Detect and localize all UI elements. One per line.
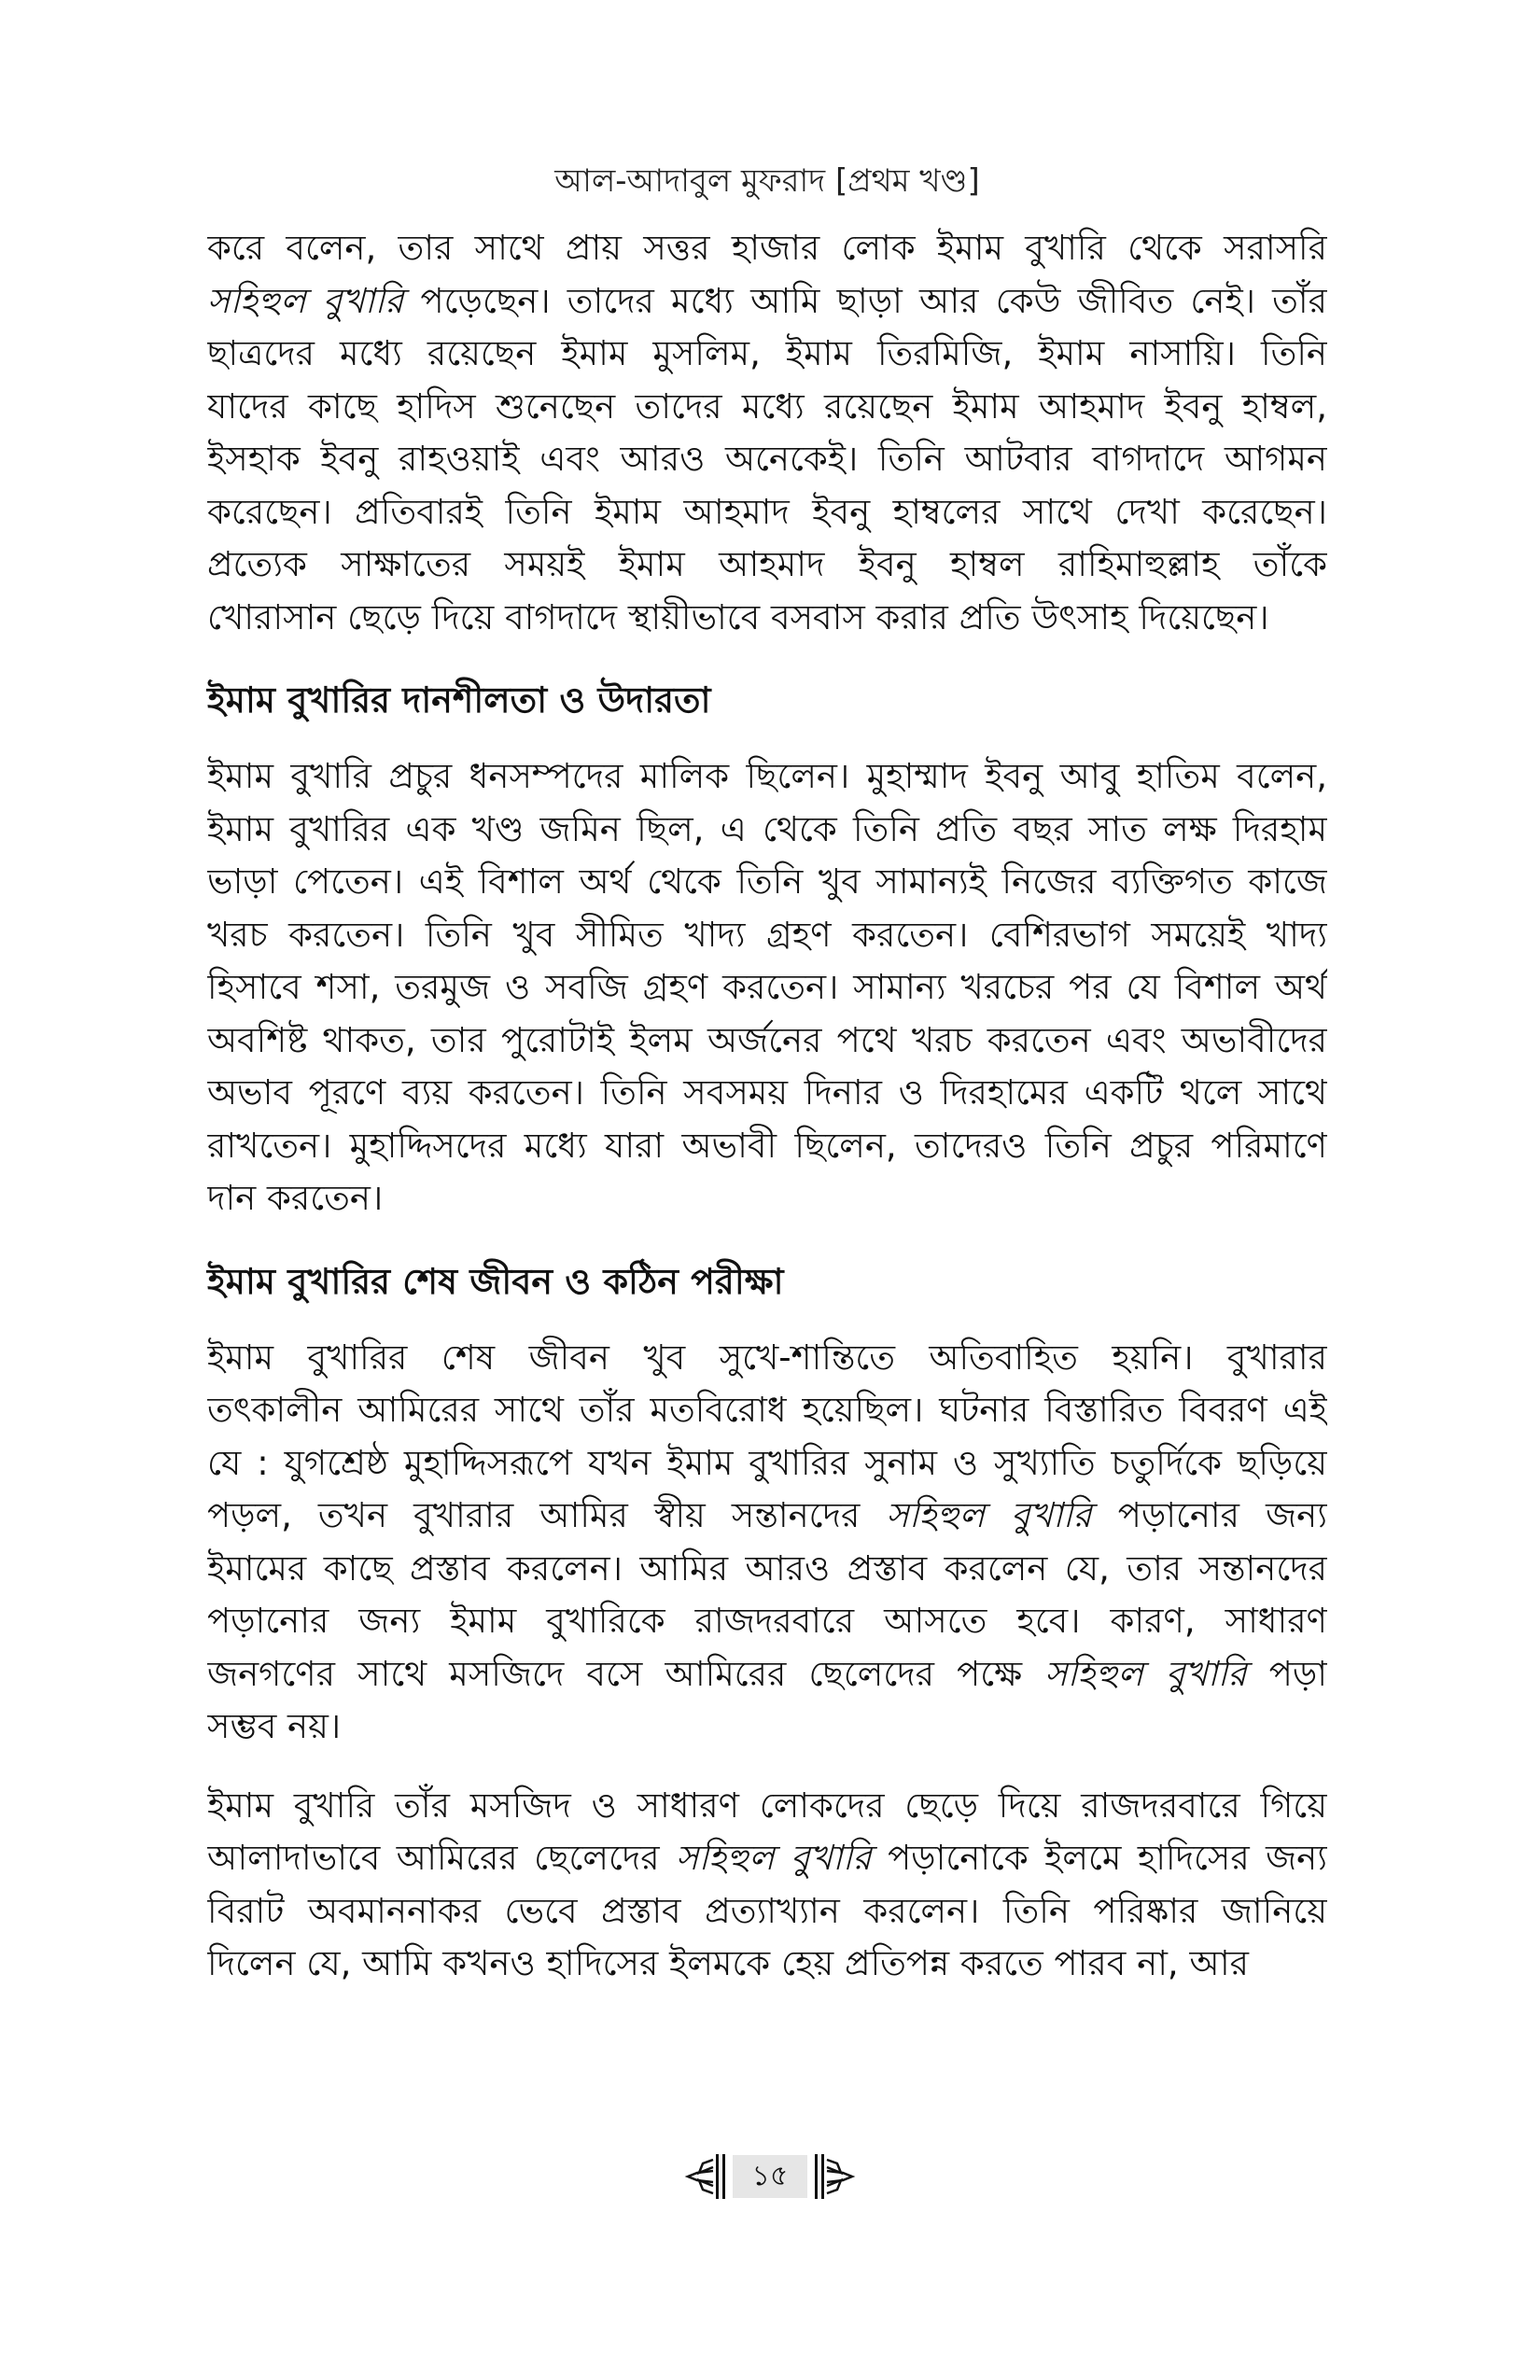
- text-line: [207, 1701, 1327, 1754]
- text-line: [207, 1885, 1327, 1939]
- text-line: [207, 222, 1327, 275]
- text-line: [207, 856, 1327, 909]
- text-line: [207, 275, 1327, 329]
- text-segment: পড়েছেন। তাদের মধ্যে আমি ছাড়া আর কেউ জীবিত নেই। তাঁর: [403, 280, 1327, 321]
- right-flower-ornament-icon: [826, 2154, 856, 2199]
- text-segment: পড়ানোর জন্য: [1091, 1495, 1327, 1535]
- text-segment: পড়ানোকে ইলমে হাদিসের জন্য: [871, 1838, 1327, 1878]
- text-line: [207, 1543, 1327, 1596]
- text-segment: পড়া: [1246, 1653, 1327, 1694]
- text-line: [207, 1938, 1327, 1991]
- italic-book-title: সহিহুল বুখারি: [676, 1838, 872, 1878]
- text-segment: তৎকালীন আমিরের সাথে তাঁর মতবিরোধ হয়েছিল। ঘটনার বিস্তারিত বিবরণ এই: [207, 1390, 1327, 1430]
- text-segment: ইমাম বুখারির এক খণ্ড জমিন ছিল, এ থেকে তিনি প্রতি বছর সাত লক্ষ দিরহাম: [207, 808, 1327, 849]
- running-head: আল-আদাবুল মুফরাদ [প্রথম খণ্ড]: [554, 162, 980, 200]
- paragraph: [207, 1332, 1327, 1754]
- text-segment: করেছেন। প্রতিবারই তিনি ইমাম আহমাদ ইবনু হাম্বলের সাথে দেখা করেছেন।: [207, 491, 1327, 532]
- text-line: [207, 1595, 1327, 1648]
- text-line: [207, 750, 1327, 804]
- right-double-bar-icon: [813, 2154, 826, 2199]
- text-segment: খোরাসান ছেড়ে দিয়ে বাগদাদে স্থায়ীভাবে বসবাস করার প্রতি উৎসাহ দিয়েছেন।: [207, 596, 1269, 637]
- text-segment: দিলেন যে, আমি কখনও হাদিসের ইলমকে হেয় প্রতিপন্ন করতে পারব না, আর: [207, 1943, 1249, 1983]
- text-line: [207, 1067, 1327, 1120]
- paragraph: [207, 750, 1327, 1225]
- text-line: [207, 328, 1327, 381]
- page-number: ১৫: [733, 2155, 807, 2198]
- text-segment: অভাব পূরণে ব্যয় করতেন। তিনি সবসময় দিনার ও দিরহামের একটি থলে সাথে: [207, 1072, 1327, 1113]
- text-line: [207, 1490, 1327, 1543]
- text-line: [207, 486, 1327, 539]
- text-segment: যাদের কাছে হাদিস শুনেছেন তাদের মধ্যে রয়েছেন ইমাম আহমাদ ইবনু হাম্বল,: [207, 385, 1327, 427]
- text-segment: করে বলেন, তার সাথে প্রায় সত্তর হাজার লোক ইমাম বুখারি থেকে সরাসরি: [207, 228, 1327, 268]
- text-segment: দান করতেন।: [207, 1178, 384, 1218]
- text-line: [207, 1832, 1327, 1885]
- text-segment: খরচ করতেন। তিনি খুব সীমিত খাদ্য গ্রহণ করতেন। বেশিরভাগ সময়েই খাদ্য: [207, 914, 1327, 955]
- text-line: [207, 1015, 1327, 1068]
- text-segment: প্রত্যেক সাক্ষাতের সময়ই ইমাম আহমাদ ইবনু হাম্বল রাহিমাহুল্লাহ তাঁকে: [207, 544, 1327, 584]
- text-segment: ভাড়া পেতেন। এই বিশাল অর্থ থেকে তিনি খুব সামান্যই নিজের ব্যক্তিগত কাজে: [207, 861, 1327, 902]
- text-line: [207, 961, 1327, 1015]
- text-line: [207, 539, 1327, 592]
- text-segment: ইমাম বুখারি তাঁর মসজিদ ও সাধারণ লোকদের ছেড়ে দিয়ে রাজদরবারে গিয়ে: [207, 1785, 1327, 1826]
- text-line: [207, 1172, 1327, 1225]
- text-segment: ইমাম বুখারির শেষ জীবন খুব সুখে-শান্তিতে অতিবাহিত হয়নি। বুখারার: [207, 1337, 1327, 1378]
- body-text: [207, 222, 1327, 1991]
- text-line: [207, 1437, 1327, 1491]
- text-segment: ইমাম বুখারি প্রচুর ধনসম্পদের মালিক ছিলেন। মুহাম্মাদ ইবনু আবু হাতিম বলেন,: [207, 756, 1327, 796]
- italic-book-title: সহিহুল বুখারি: [1044, 1653, 1247, 1694]
- text-segment: ছাত্রদের মধ্যে রয়েছেন ইমাম মুসলিম, ইমাম তিরমিজি, ইমাম নাসায়ি। তিনি: [207, 333, 1327, 373]
- text-line: [207, 804, 1327, 857]
- text-segment: বিরাট অবমাননাকর ভেবে প্রস্তাব প্রত্যাখ্যান করলেন। তিনি পরিষ্কার জানিয়ে: [207, 1890, 1327, 1931]
- italic-book-title: সহিহুল বুখারি: [886, 1495, 1092, 1535]
- text-segment: যে : যুগশ্রেষ্ঠ মুহাদ্দিসরূপে যখন ইমাম বুখারির সুনাম ও সুখ্যাতি চতুর্দিকে ছড়িয়ে: [207, 1442, 1327, 1483]
- text-segment: সম্ভব নয়।: [207, 1706, 342, 1746]
- text-segment: হিসাবে শসা, তরমুজ ও সবজি গ্রহণ করতেন। সামান্য খরচের পর যে বিশাল অর্থ: [207, 967, 1327, 1007]
- text-segment: ইমামের কাছে প্রস্তাব করলেন। আমির আরও প্রস্তাব করলেন যে, তার সন্তানদের: [207, 1547, 1327, 1589]
- text-segment: রাখতেন। মুহাদ্দিসদের মধ্যে যারা অভাবী ছিলেন, তাদেরও তিনি প্রচুর পরিমাণে: [207, 1125, 1327, 1166]
- page-folio: [0, 2149, 1540, 2205]
- text-segment: পড়ানোর জন্য ইমাম বুখারিকে রাজদরবারে আসতে হবে। কারণ, সাধারণ: [207, 1601, 1327, 1641]
- text-segment: জনগণের সাথে মসজিদে বসে আমিরের ছেলেদের পক্ষে: [207, 1653, 1045, 1694]
- left-double-bar-icon: [714, 2154, 727, 2199]
- text-segment: আলাদাভাবে আমিরের ছেলেদের: [207, 1838, 677, 1878]
- italic-book-title: সহিহুল বুখারি: [207, 280, 404, 321]
- text-line: [207, 381, 1327, 434]
- paragraph: [207, 222, 1327, 644]
- text-line: [207, 909, 1327, 962]
- paragraph: [207, 1780, 1327, 1991]
- text-line: [207, 1120, 1327, 1173]
- text-segment: পড়ল, তখন বুখারার আমির স্বীয় সন্তানদের: [207, 1495, 887, 1535]
- text-line: [207, 1780, 1327, 1833]
- section-heading: ইমাম বুখারির শেষ জীবন ও কঠিন পরীক্ষা: [207, 1260, 784, 1302]
- text-line: [207, 1384, 1327, 1437]
- text-segment: ইসহাক ইবনু রাহওয়াই এবং আরও অনেকেই। তিনি আটবার বাগদাদে আগমন: [207, 439, 1327, 479]
- text-line: [207, 1332, 1327, 1385]
- left-flower-ornament-icon: [684, 2154, 714, 2199]
- text-line: [207, 592, 1327, 645]
- text-line: [207, 1648, 1327, 1701]
- section-heading: ইমাম বুখারির দানশীলতা ও উদারতা: [207, 679, 711, 721]
- text-segment: অবশিষ্ট থাকত, তার পুরোটাই ইলম অর্জনের পথে খরচ করতেন এবং অভাবীদের: [207, 1019, 1327, 1060]
- text-line: [207, 433, 1327, 486]
